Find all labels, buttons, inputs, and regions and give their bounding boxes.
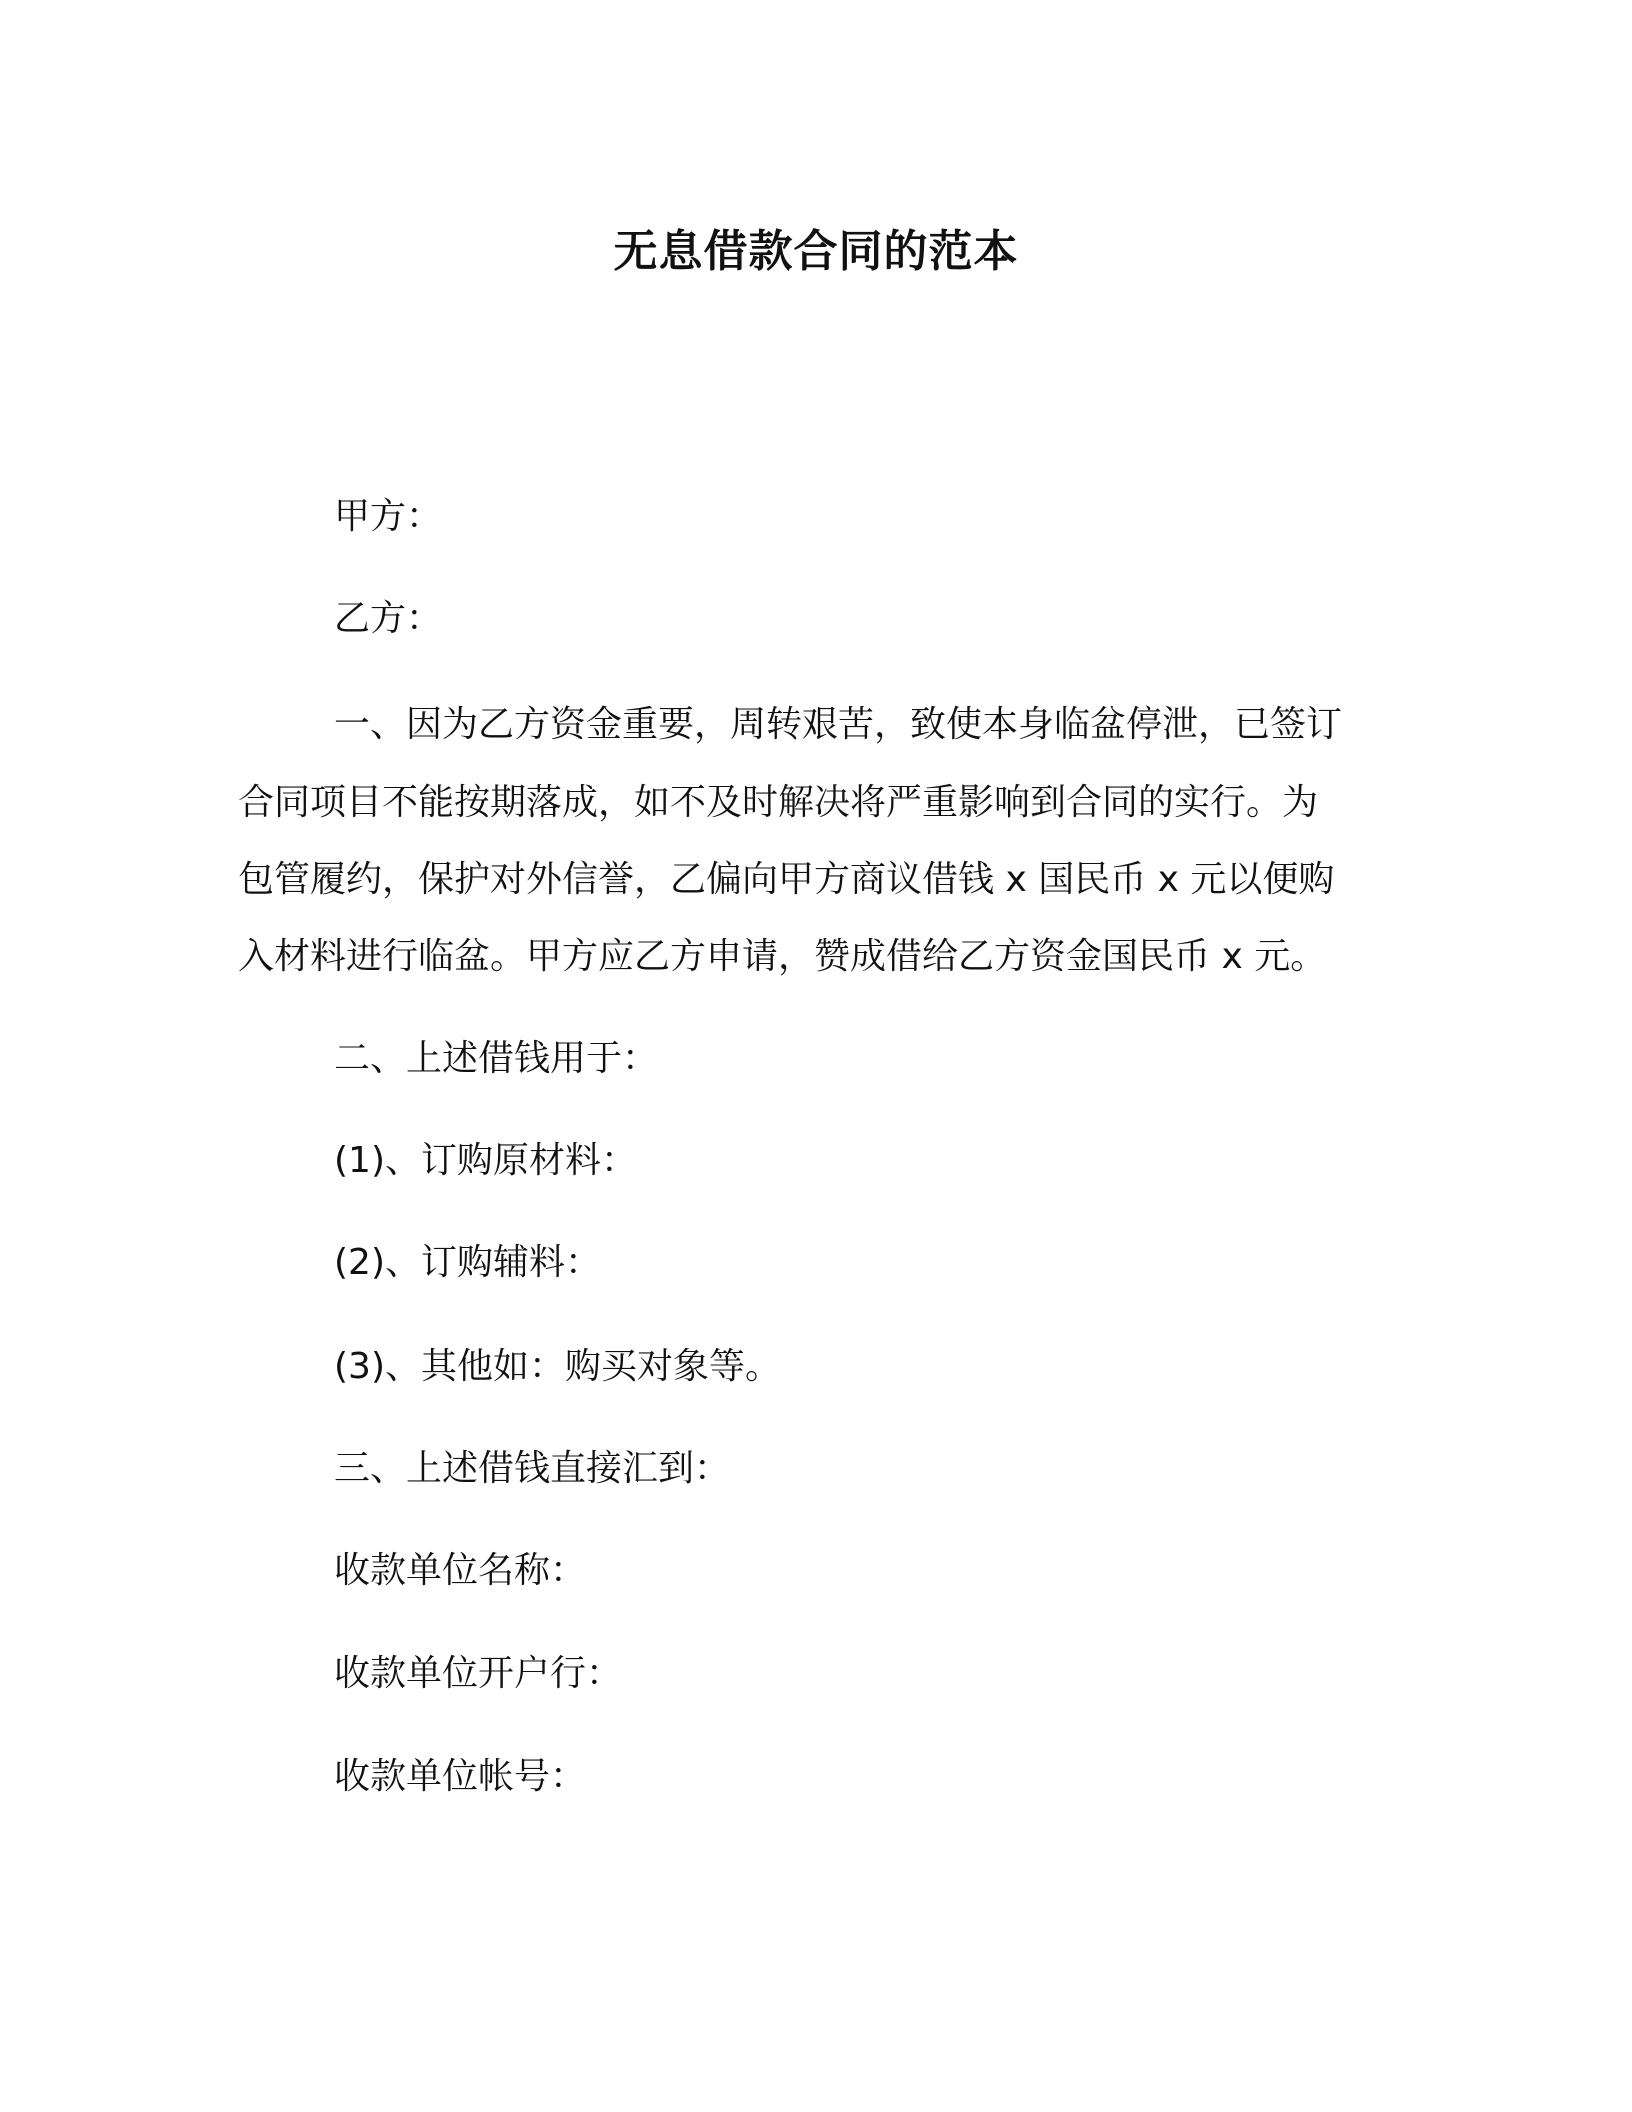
clause-1-line: 入材料进行临盆。甲方应乙方申请，赞成借给乙方资金国民币 x 元。 [238,936,1327,977]
clause-2-item: (3)、其他如：购买对象等。 [334,1346,781,1387]
clause-2-item: (1)、订购原材料： [334,1140,637,1181]
clause-1-line: 一、因为乙方资金重要，周转艰苦，致使本身临盆停泄，已签订 [334,704,1343,745]
party-b-label: 乙方： [334,598,443,639]
party-a-label: 甲方： [334,496,443,537]
clause-2-heading: 二、上述借钱用于： [334,1038,659,1079]
clause-1-line: 包管履约，保护对外信誉，乙偏向甲方商议借钱 x 国民币 x 元以便购 [238,859,1335,900]
document-title: 无息借款合同的范本 [613,226,1019,277]
clause-1-line: 合同项目不能按期落成，如不及时解决将严重影响到合同的实行。为 [238,782,1319,823]
payee-account-field: 收款单位帐号： [334,1756,587,1797]
payee-name-field: 收款单位名称： [334,1550,587,1591]
clause-2-item: (2)、订购辅料： [334,1242,601,1283]
payee-bank-field: 收款单位开户行： [334,1653,623,1694]
clause-3-heading: 三、上述借钱直接汇到： [334,1448,731,1489]
